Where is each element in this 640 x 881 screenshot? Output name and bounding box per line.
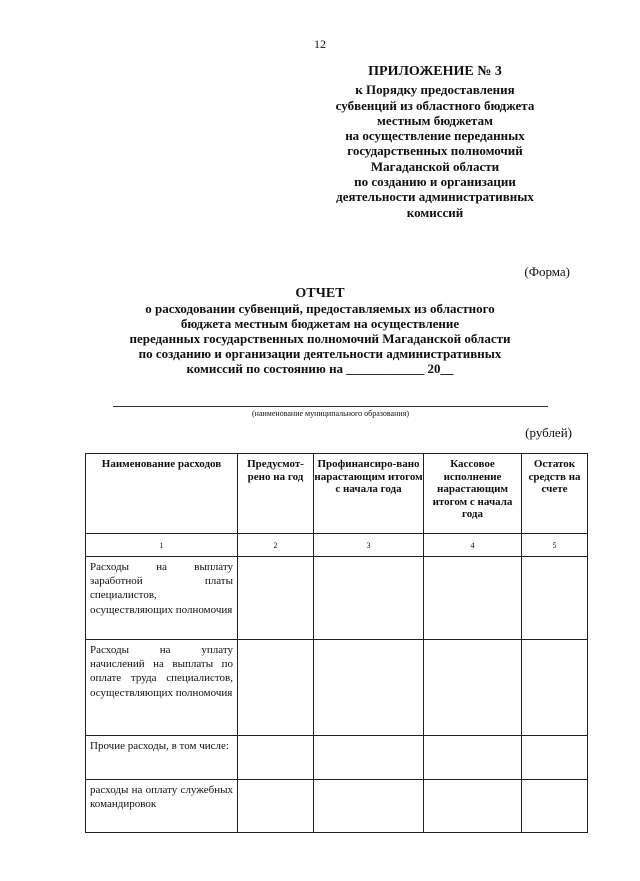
table-cell[interactable] — [238, 780, 314, 833]
municipality-caption: (наименование муниципального образования) — [252, 409, 409, 418]
table-cell[interactable] — [424, 557, 522, 640]
appendix-line: к Порядку предоставления — [355, 82, 515, 98]
table-cell[interactable] — [314, 640, 424, 736]
appendix-line: по созданию и организации — [354, 174, 516, 190]
column-number: 1 — [86, 534, 238, 557]
units-label: (рублей) — [525, 425, 572, 440]
table-cell[interactable] — [522, 780, 588, 833]
appendix-line: государственных полномочий — [347, 143, 523, 159]
municipality-blank-line — [113, 406, 548, 407]
row-label-salary: Расходы на выплату заработной платы специалистов, осуществляющих полномочия — [86, 557, 238, 640]
table-row — [86, 640, 588, 736]
header-cell-name: Наименование расходов — [86, 454, 238, 534]
table-cell[interactable] — [314, 557, 424, 640]
column-number: 5 — [522, 534, 588, 557]
appendix-line: Магаданской области — [370, 158, 500, 174]
appendix-line: субвенций из областного бюджета — [335, 97, 535, 113]
page-number: 12 — [314, 37, 326, 51]
report-subtitle-line: по созданию и организации деятельности административных — [138, 346, 502, 361]
report-subtitle — [40, 301, 600, 376]
report-table — [85, 453, 588, 833]
column-number-row — [86, 534, 588, 557]
table-cell[interactable] — [522, 736, 588, 780]
header-cell-balance: Остаток средств на счете — [522, 454, 588, 534]
appendix-line: деятельности административных — [336, 189, 534, 205]
row-label-business-trips: расходы на оплату служебных командировок — [86, 780, 238, 833]
table-cell[interactable] — [522, 557, 588, 640]
form-label: (Форма) — [524, 264, 570, 279]
table-cell[interactable] — [424, 736, 522, 780]
appendix-heading: ПРИЛОЖЕНИЕ № 3 — [368, 64, 502, 79]
row-label-payroll-charges: Расходы на уплату начислений на выплаты по оплате труда специалистов, осуществляющих полномочия — [86, 640, 238, 736]
column-number: 4 — [424, 534, 522, 557]
report-title: ОТЧЕТ — [295, 286, 345, 301]
table-cell[interactable] — [424, 780, 522, 833]
table-cell[interactable] — [238, 557, 314, 640]
report-subtitle-line: комиссий по состоянию на ____________ 20__ — [186, 361, 454, 376]
report-subtitle-line: бюджета местным бюджетам на осуществление — [180, 316, 460, 331]
report-subtitle-line: переданных государственных полномочий Магаданской области — [129, 331, 511, 346]
report-subtitle-line: о расходовании субвенций, предоставляемых из областного — [145, 301, 495, 316]
column-number: 3 — [314, 534, 424, 557]
table-cell[interactable] — [522, 640, 588, 736]
table-header-row — [86, 454, 588, 534]
header-cell-cash-execution: Кассовое исполнение нарастающим итогом с начала года — [424, 454, 522, 534]
appendix-line: комиссий — [406, 204, 464, 220]
table-cell[interactable] — [314, 736, 424, 780]
table-row — [86, 780, 588, 833]
table-row — [86, 557, 588, 640]
table-cell[interactable] — [314, 780, 424, 833]
table-cell[interactable] — [238, 640, 314, 736]
column-number: 2 — [238, 534, 314, 557]
table-cell[interactable] — [424, 640, 522, 736]
header-cell-planned: Предусмот-рено на год — [238, 454, 314, 534]
table-row — [86, 736, 588, 780]
table-cell[interactable] — [238, 736, 314, 780]
appendix-line: местным бюджетам — [377, 112, 493, 128]
appendix-block — [300, 64, 570, 220]
header-cell-financed: Профинансиро-вано нарастающим итогом с начала года — [314, 454, 424, 534]
row-label-other-expenses: Прочие расходы, в том числе: — [86, 736, 238, 780]
appendix-line: на осуществление переданных — [345, 128, 525, 144]
